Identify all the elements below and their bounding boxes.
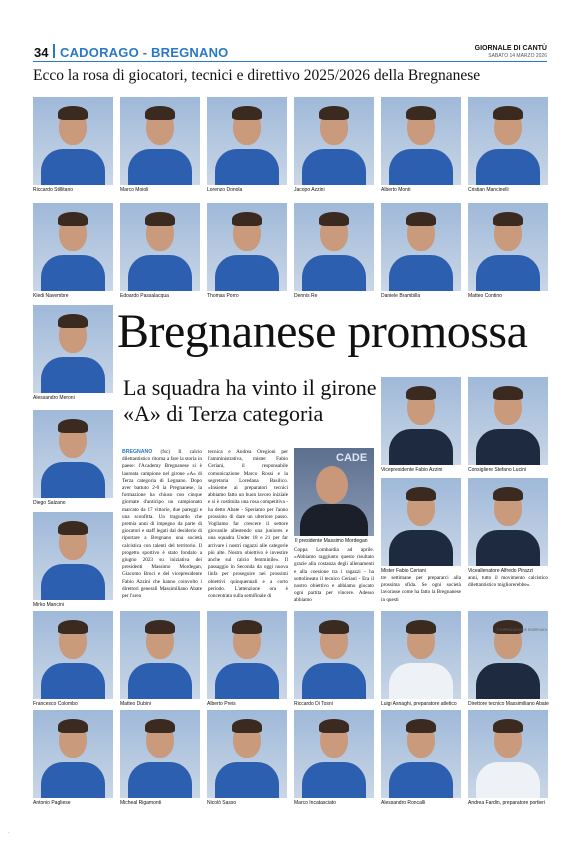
- portrait-photo: [294, 97, 374, 185]
- portrait-card: [120, 611, 200, 707]
- portrait-caption: Alessandro Roncalli: [381, 800, 426, 806]
- article-title: Bregnanese promossa: [117, 305, 528, 358]
- portrait-photo: [381, 611, 461, 699]
- portrait-card: [33, 611, 113, 707]
- portrait-card: [381, 377, 461, 473]
- newspaper-name: GIORNALE DI CANTÙ: [474, 45, 547, 52]
- portrait-card: [33, 97, 113, 193]
- article-column-1: [122, 449, 202, 600]
- article-column-4: tre settimane per prepararci alla prossima sfida. Se ogni società lavorasse come ha fatto la Bregnanese in questi: [381, 575, 461, 603]
- portrait-photo: [207, 710, 287, 798]
- portrait-caption: Riccardo Di Tosni: [294, 701, 333, 707]
- portrait-caption: Andrea Fardin, preparatore portieri: [468, 800, 545, 806]
- portrait-card: [207, 203, 287, 299]
- portrait-photo: [207, 611, 287, 699]
- portrait-caption: Matteo Dubini: [120, 701, 151, 707]
- portrait-caption: Mirko Mancini: [33, 602, 64, 608]
- portrait-card: [381, 97, 461, 193]
- portrait-caption: Nicolò Sasso: [207, 800, 237, 806]
- portrait-card: [468, 611, 548, 707]
- portrait-photo: [468, 97, 548, 185]
- portrait-card: [381, 710, 461, 806]
- header-separator: [53, 44, 55, 58]
- portrait-card: [207, 97, 287, 193]
- portrait-caption: Cristian Mancinelli: [468, 187, 509, 193]
- portrait-card: [468, 97, 548, 193]
- portrait-photo: [381, 97, 461, 185]
- headline: Ecco la rosa di giocatori, tecnici e direttivo 2025/2026 della Bregnanese: [33, 67, 481, 84]
- portrait-card: [381, 203, 461, 299]
- article-column-5: anni, tutto il movimento calcistico dilettantistico migliorerebbe».: [468, 575, 548, 589]
- portrait-caption: Riccardo Stillitano: [33, 187, 74, 193]
- portrait-photo: [381, 710, 461, 798]
- header-rule: [33, 61, 547, 62]
- portrait-caption: Vicepresidente Fabio Azzini: [381, 467, 443, 473]
- portrait-photo: [381, 377, 461, 465]
- page-number: 34: [34, 45, 49, 60]
- margin-mark: .: [8, 829, 10, 835]
- portrait-card: [294, 203, 374, 299]
- portrait-photo: [381, 478, 461, 566]
- portrait-photo: [468, 377, 548, 465]
- portrait-photo: [468, 203, 548, 291]
- portrait-card: [294, 97, 374, 193]
- portrait-caption: Matteo Contino: [468, 293, 502, 299]
- portrait-photo: [294, 203, 374, 291]
- portrait-photo: [468, 710, 548, 798]
- portrait-caption: Marco Incatasciato: [294, 800, 336, 806]
- portrait-card: [33, 203, 113, 299]
- portrait-photo: [381, 203, 461, 291]
- article-subtitle: La squadra ha vinto il girone «A» di Terza categoria: [123, 375, 377, 426]
- portrait-card: [207, 611, 287, 707]
- portrait-photo: [207, 97, 287, 185]
- portrait-card: [468, 478, 548, 574]
- portrait-caption: Alessandro Meroni: [33, 395, 75, 401]
- portrait-card: [468, 710, 548, 806]
- president-caption: Il presidente Massimo Mordegan: [295, 538, 368, 544]
- portrait-caption: Daniele Brambilla: [381, 293, 421, 299]
- portrait-caption: Lorenzo Donola: [207, 187, 243, 193]
- portrait-photo: [120, 611, 200, 699]
- portrait-photo: [468, 611, 548, 699]
- portrait-caption: Edoardo Passalacqua: [120, 293, 169, 299]
- article-text-1: (fsc) Il calcio dilettantistico ritorna a fare la storia in paese: l'Academy Bregnanese si è laureata campione nel girone «A» di Terza categoria di Legnano. Dopo aver battuto 2-0 la Pregnanese, la formazione ha chiuso con cinque giornate d'anticipo un campionato marcato da 17 vittorie, due pareggi e una sconfitta. Un traguardo che premia anni di impegno da parte di giocatori e staff legati dal desiderio di riportare a Bregnano una società calcistica con talenti del territorio. Il progetto sportivo è stato fondato a giugno 2023 su iniziativa dei presidenti Massimo Mordegan, Giacomo Bruci e del vicepresidente Fabio Azzini che hanno coinvolto i direttori generali Massimiliano Abate per l'area: [122, 449, 203, 600]
- portrait-caption: Viceallenatore Alfredo Pirazzi: [468, 568, 533, 574]
- portrait-photo: [468, 478, 548, 566]
- portrait-card: [468, 203, 548, 299]
- portrait-caption: Jacopo Azzini: [294, 187, 325, 193]
- portrait-photo: [33, 512, 113, 600]
- copyright-note: © RIPRODUZIONE RISERVATA: [496, 628, 547, 632]
- portrait-card: [294, 611, 374, 707]
- portrait-photo: [207, 203, 287, 291]
- portrait-caption: Mister Fabio Ceriani: [381, 568, 426, 574]
- portrait-photo: [294, 611, 374, 699]
- article-kicker: BREGNANO: [122, 449, 153, 455]
- portrait-photo: [33, 710, 113, 798]
- portrait-photo: [33, 611, 113, 699]
- portrait-caption: Kledi Navembre: [33, 293, 69, 299]
- portrait-card: [120, 203, 200, 299]
- portrait-caption: Marco Moioli: [120, 187, 149, 193]
- article-column-3: Coppa Lombardia ad aprile. «Abbiamo raggiunto questo risultato grazie alla costanza degli allenamenti e alla coesione tra i ragazzi - ha sottolineato il tecnico Ceriani - Era il nostro obiettivo e abbiamo giocato ogni partita per vincere. Adesso abbiamo: [294, 547, 374, 604]
- portrait-card: [33, 710, 113, 806]
- portrait-caption: Alberto Monti: [381, 187, 411, 193]
- issue-date: SABATO 14 MARZO 2026: [488, 53, 547, 59]
- portrait-caption: Dennis Re: [294, 293, 318, 299]
- portrait-card: [33, 410, 113, 506]
- portrait-photo: [33, 203, 113, 291]
- portrait-caption: Consigliere Stefano Lucini: [468, 467, 527, 473]
- portrait-caption: Alberto Preis: [207, 701, 236, 707]
- portrait-photo: [33, 305, 113, 393]
- section-title: CADORAGO - BREGNANO: [60, 45, 229, 60]
- portrait-photo: [33, 410, 113, 498]
- portrait-photo: [120, 710, 200, 798]
- portrait-card: [33, 512, 113, 608]
- portrait-card: [468, 377, 548, 473]
- portrait-caption: Luigi Asnaghi, preparatore atletico: [381, 701, 457, 707]
- portrait-caption: Diego Salzano: [33, 500, 66, 506]
- portrait-caption: Micheal Rigamonti: [120, 800, 162, 806]
- portrait-card: [294, 710, 374, 806]
- portrait-photo: [120, 203, 200, 291]
- portrait-caption: Thomas Porro: [207, 293, 239, 299]
- portrait-card: [381, 478, 461, 574]
- portrait-card: [381, 611, 461, 707]
- portrait-card: [33, 305, 113, 401]
- portrait-card: [120, 710, 200, 806]
- article-column-2: tecnica e Andrea Oregioni per l'amministrativa, mister Fabio Ceriani, il responsabile comunicazione Marco Rossi e la segretaria Loredana Basilico. «Insieme ai preparatori tecnici abbiamo fatto un buon lavoro iniziale e si è costituita una rosa competitiva - ha detto Abate - Speriamo per l'anno prossimo di dare un ulteriore passo. Vogliamo far crescere il settore giovanile allestendo una juniores e una squadra Under 18 e 21 per far arrivare i nostri ragazzi alle categorie più alte. Nostro obiettivo è investire anche sul calcio femminile». Il passaggio in Seconda da oggi nuova linfa per proseguire nei prossimi obiettivi quinquennali e a corto periodo. L'attenzione ora è concentrata sulla semifinale di: [208, 449, 288, 600]
- portrait-photo: [33, 97, 113, 185]
- portrait-caption: Direttore tecnico Massimiliano Abate: [468, 701, 549, 707]
- portrait-card: [120, 97, 200, 193]
- portrait-photo: [120, 97, 200, 185]
- portrait-caption: Francesco Colombo: [33, 701, 78, 707]
- portrait-card: [207, 710, 287, 806]
- portrait-caption: Antonio Pagliese: [33, 800, 71, 806]
- president-photo: CADE: [294, 448, 374, 536]
- portrait-photo: [294, 710, 374, 798]
